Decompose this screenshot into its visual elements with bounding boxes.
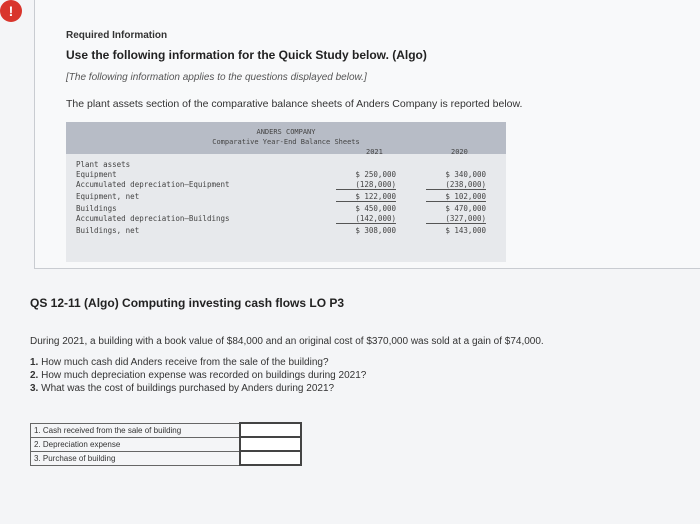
row-value-2021: (128,000) — [336, 180, 396, 190]
use-info-heading: Use the following information for the Quick Study below. (Algo) — [66, 48, 427, 62]
balance-sheet-header — [66, 122, 506, 154]
answer-label: 2. Depreciation expense — [31, 437, 241, 451]
question-number: 1. — [30, 357, 39, 368]
question-text: What was the cost of buildings purchased by Anders during 2021? — [41, 383, 335, 394]
row-value-2021: (142,000) — [336, 214, 396, 224]
answer-row — [31, 451, 302, 465]
question-item — [30, 382, 366, 395]
question-item — [30, 369, 366, 382]
question-number: 3. — [30, 383, 39, 394]
row-label: Plant assets — [76, 160, 131, 169]
row-value-2021: $ 250,000 — [355, 170, 396, 179]
question-heading: QS 12-11 (Algo) Computing investing cash flows LO P3 — [30, 296, 345, 310]
answer-label: 1. Cash received from the sale of building — [31, 423, 241, 437]
question-description: During 2021, a building with a book value of $84,000 and an original cost of $370,000 was sold at a gain of $74,000. — [30, 336, 544, 347]
row-label: Buildings, net — [76, 226, 140, 235]
row-label: Equipment — [76, 170, 117, 179]
row-value-2020: (327,000) — [426, 214, 486, 224]
alert-icon: ! — [0, 0, 22, 22]
row-value-2020: $ 470,000 — [445, 204, 486, 213]
question-text: How much cash did Anders receive from the sale of the building? — [41, 357, 329, 368]
required-information-title: Required Information — [66, 30, 168, 41]
question-number: 2. — [30, 370, 39, 381]
question-list — [30, 356, 366, 395]
balance-sheet-subtitle: Comparative Year-End Balance Sheets — [212, 138, 360, 146]
row-label: Equipment, net — [76, 192, 140, 201]
answer-label: 3. Purchase of building — [31, 451, 241, 465]
intro-text: The plant assets section of the comparative balance sheets of Anders Company is reported below. — [66, 98, 523, 110]
balance-sheet-table — [66, 122, 506, 262]
year-2021-header: 2021 — [366, 148, 383, 156]
row-value-2020: $ 143,000 — [445, 226, 486, 235]
question-text: How much depreciation expense was recorded on buildings during 2021? — [41, 370, 367, 381]
row-value-2021: $ 308,000 — [355, 226, 396, 235]
answer-table — [30, 422, 302, 466]
answer-row — [31, 437, 302, 451]
question-item — [30, 356, 366, 369]
row-value-2020: $ 102,000 — [426, 192, 486, 202]
answer-row — [31, 423, 302, 437]
year-2020-header: 2020 — [451, 148, 468, 156]
row-value-2021: $ 450,000 — [355, 204, 396, 213]
answer-input-purchase[interactable] — [240, 451, 301, 465]
row-label: Accumulated depreciation—Buildings — [76, 214, 230, 223]
row-label: Accumulated depreciation—Equipment — [76, 180, 230, 189]
company-name: ANDERS COMPANY — [256, 128, 316, 136]
row-label: Buildings — [76, 204, 117, 213]
answer-input-depreciation[interactable] — [240, 437, 301, 451]
row-value-2020: (238,000) — [426, 180, 486, 190]
row-value-2021: $ 122,000 — [336, 192, 396, 202]
row-value-2020: $ 340,000 — [445, 170, 486, 179]
info-note: [The following information applies to the questions displayed below.] — [66, 72, 367, 83]
answer-input-cash-received[interactable] — [240, 423, 301, 437]
